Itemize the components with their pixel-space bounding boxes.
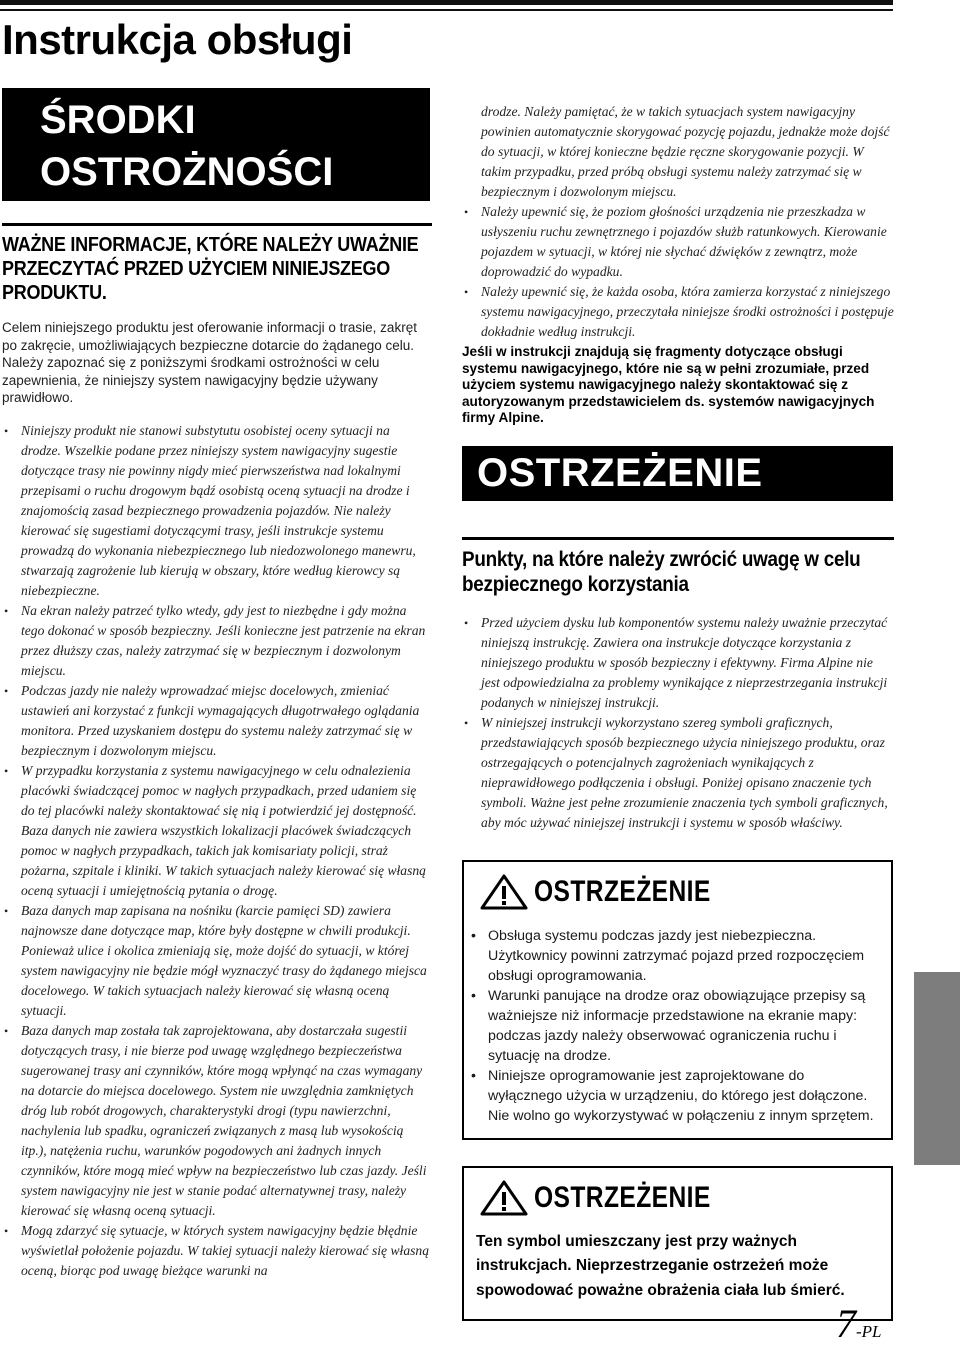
warning-box-header bbox=[464, 862, 891, 910]
list-item: • Na ekran należy patrzeć tylko wtedy, gdy jest to niezbędne i gdy można tego dokonać w sposób bezpieczny. Jeśli konieczne jest patrzenie na ekran przez dłuższy czas, należy zatrzymać się w bezpiecznym i dozwolonym miejscu. bbox=[2, 601, 432, 681]
warning-box-list bbox=[464, 926, 891, 1126]
warning-symbol-label: OSTRZEŻENIE bbox=[534, 1180, 711, 1214]
list-item: • Baza danych map została tak zaprojektowana, aby dostarczała sugestii dotyczących trasy, i nie bierze pod uwagę względnego bezpieczeństwa sugerowanej trasy ani czynników, które mogą wpłynąć na czas wymagany na dotarcie do miejsca docelowego. System nie uwzględnia zamkniętych dróg lub robót drogowych, charakterystyki drogi (typu nawierzchni, nachylenia lub spadku, ograniczeń związanych z masą lub wysokością itp.), natężenia ruchu, warunków pogodowych ani żadnych innych czynników, które mogą mieć wpływ na bezpieczeństwo lub czas jazdy. Jeśli system nawigacyjny nie jest w stanie podać alternatywnej trasy, należy kierować się własną oceną sytuacji. bbox=[2, 1021, 432, 1221]
section-heading-block bbox=[2, 88, 430, 201]
warning-triangle-icon bbox=[480, 1180, 528, 1216]
right-column bbox=[462, 88, 894, 1321]
list-item: • Podczas jazdy nie należy wprowadzać miejsc docelowych, zmieniać ustawień ani korzystać z funkcji wymagających długotrwałego oglądania monitora. Przed uzyskaniem dostępu do systemu należy zatrzymać się w bezpiecznym i dozwolonym miejscu. bbox=[2, 681, 432, 761]
page-number-suffix: -PL bbox=[856, 1322, 882, 1341]
continued-list bbox=[462, 102, 894, 342]
page-title: Instrukcja obsługi bbox=[2, 16, 353, 63]
top-rule-thick bbox=[0, 0, 893, 5]
warning-symbol-box bbox=[462, 1166, 893, 1322]
precaution-list bbox=[2, 421, 432, 1281]
continued-text: drodze. Należy pamiętać, że w takich sytuacjach system nawigacyjny powinien automatycznie skorygować pozycję pojazdu, jednakże może dojść do sytuacji, w której konieczne będzie ręczne skorygowanie pozycji. W takim przypadku, przed próbą obsługi systemu należy zatrzymać się w bezpiecznym i dozwolonym miejscu. bbox=[481, 104, 890, 199]
list-item: • W niniejszej instrukcji wykorzystano szereg symboli graficznych, przedstawiających sposób bezpiecznego użycia niniejszego produktu, oraz ostrzegających o potencjalnych zagrożeniach wynikających z nieprawidłowego podłączenia i obsługi. Poniżej opisano znaczenie tych symboli. Ważne jest pełne zrozumienie znaczenia tych symboli graficznych, aby móc używać niniejszej instrukcji i systemu w sposób właściwy. bbox=[462, 713, 894, 833]
page-number bbox=[836, 1300, 882, 1347]
warning-box bbox=[462, 860, 893, 1140]
section-heading-line1: ŚRODKI bbox=[40, 98, 196, 142]
subheading: WAŻNE INFORMACJE, KTÓRE NALEŻY UWAŻNIE PRZECZYTAĆ PRZED UŻYCIEM NINIEJSZEGO PRODUKTU. bbox=[2, 234, 419, 304]
top-rule-thin bbox=[0, 9, 893, 11]
safety-points-heading: Punkty, na które należy zwrócić uwagę w celu bezpiecznego korzystania bbox=[462, 547, 861, 596]
page-number-value: 7 bbox=[836, 1301, 856, 1346]
warning-triangle-icon bbox=[480, 874, 528, 910]
warning-symbol-header bbox=[464, 1168, 891, 1216]
warning-heading: OSTRZEŻENIE bbox=[477, 450, 763, 495]
warning-heading-block bbox=[462, 446, 893, 501]
list-item: • Niniejsze oprogramowanie jest zaprojektowane do wyłącznego użycia w urządzeniu, do którego jest dołączone. Nie wolno go wykorzystywać w połączeniu z innym sprzętem. bbox=[464, 1066, 881, 1126]
contact-note: Jeśli w instrukcji znajdują się fragmenty dotyczące obsługi systemu nawigacyjnego, które nie są w pełni zrozumiałe, przed użyciem systemu nawigacyjnego należy skontaktować się z autoryzowanym przedstawicielem ds. systemów nawigacyjnych firmy Alpine. bbox=[462, 344, 875, 425]
warning-symbol-text: Ten symbol umieszczany jest przy ważnych instrukcjach. Nieprzestrzeganie ostrzeżeń może spowodować poważne obrażenia ciała lub śmierć. bbox=[476, 1232, 845, 1299]
list-item: • Należy upewnić się, że każda osoba, która zamierza korzystać z niniejszego systemu nawigacyjnego, przeczytała niniejsze środki ostrożności i postępuje dokładnie według instrukcji. bbox=[462, 282, 894, 342]
list-item: • Baza danych map zapisana na nośniku (karcie pamięci SD) zawiera najnowsze dane dotyczące map, które były dostępne w chwili produkcji. Ponieważ ulice i okolica zmieniają się, może dojść do sytuacji, w której system nawigacyjny nie będzie mógł wyznaczyć trasy do żądanego miejsca docelowego. W takich sytuacjach należy kierować się własną oceną sytuacji. bbox=[2, 901, 432, 1021]
list-item: • Przed użyciem dysku lub komponentów systemu należy uważnie przeczytać niniejszą instrukcję. Zawiera ona instrukcje dotyczące korzystania z niniejszego produktu w sposób bezpieczny i efektywny. Firma Alpine nie jest odpowiedzialna za problemy wynikające z nieprzestrzegania instrukcji podanych w niniejszej instrukcji. bbox=[462, 613, 894, 713]
warning-box-label: OSTRZEŻENIE bbox=[534, 874, 711, 908]
list-item: • Mogą zdarzyć się sytuacje, w których system nawigacyjny będzie błędnie wyświetlał położenie pojazdu. W takiej sytuacji należy kierować się własną oceną, biorąc pod uwagę bieżące warunki na bbox=[2, 1221, 432, 1281]
section-heading-line2: OSTROŻNOŚCI bbox=[40, 150, 334, 194]
list-item: • Obsługa systemu podczas jazdy jest niebezpieczna. Użytkownicy powinni zatrzymać pojazd przed rozpoczęciem obsługi oprogramowania. bbox=[464, 926, 881, 986]
list-item: • Należy upewnić się, że poziom głośności urządzenia nie przeszkadza w usłyszeniu ruchu zewnętrznego i pojazdów służb ratunkowych. Kierowanie pojazdem w sytuacji, w której nie słychać dźwięków z zewnątrz, może doprowadzić do wypadku. bbox=[462, 202, 894, 282]
intro-text: Celem niniejszego produktu jest oferowanie informacji o trasie, zakręt po zakręcie, umożliwiających bezpieczne dotarcie do żądanego celu. Należy zapoznać się z poniższymi środkami ostrożności w celu zapewnienia, że niniejszy system nawigacyjny będzie używany prawidłowo. bbox=[2, 320, 417, 405]
list-item: • Warunki panujące na drodze oraz obowiązujące przepisy są ważniejsze niż informacje przedstawione na ekranie mapy: podczas jazdy należy obserwować ograniczenia ruchu i sytuację na drodze. bbox=[464, 986, 881, 1066]
list-item: • Niniejszy produkt nie stanowi substytutu osobistej oceny sytuacji na drodze. Wszelkie podane przez niniejszy system nawigacyjny sugestie dotyczące trasy nie powinny nigdy mieć pierwszeństwa nad lokalnymi przepisami o ruchu drogowym bądź osobistą oceną sytuacji na drodze i znajomością zasad bezpiecznego prowadzenia pojazdów. Nie należy kierować się sugestiami dotyczącymi trasy, jeśli instrukcje systemu prowadzą do wykonania niebezpiecznego lub niedozwolonego manewru, stwarzają zagrożenie lub kierują w obszary, które według kierowcy są niebezpieczne. bbox=[2, 421, 432, 601]
left-column bbox=[2, 88, 432, 1281]
list-item: • W przypadku korzystania z systemu nawigacyjnego w celu odnalezienia placówki świadczącej pomoc w nagłych przypadkach, przed udaniem się do tej placówki należy skontaktować się nią i potwierdzić jej dostępność. Baza danych nie zawiera wszystkich lokalizacji placówek świadczących pomoc w nagłych przypadkach, takich jak komisariaty policji, straż pożarna, szpitale i kliniki. W takich sytuacjach należy kierować się własną oceną sytuacji i umiejętnością pytania o drogę. bbox=[2, 761, 432, 901]
safety-points-list bbox=[462, 613, 894, 833]
section-tab bbox=[914, 972, 960, 1165]
